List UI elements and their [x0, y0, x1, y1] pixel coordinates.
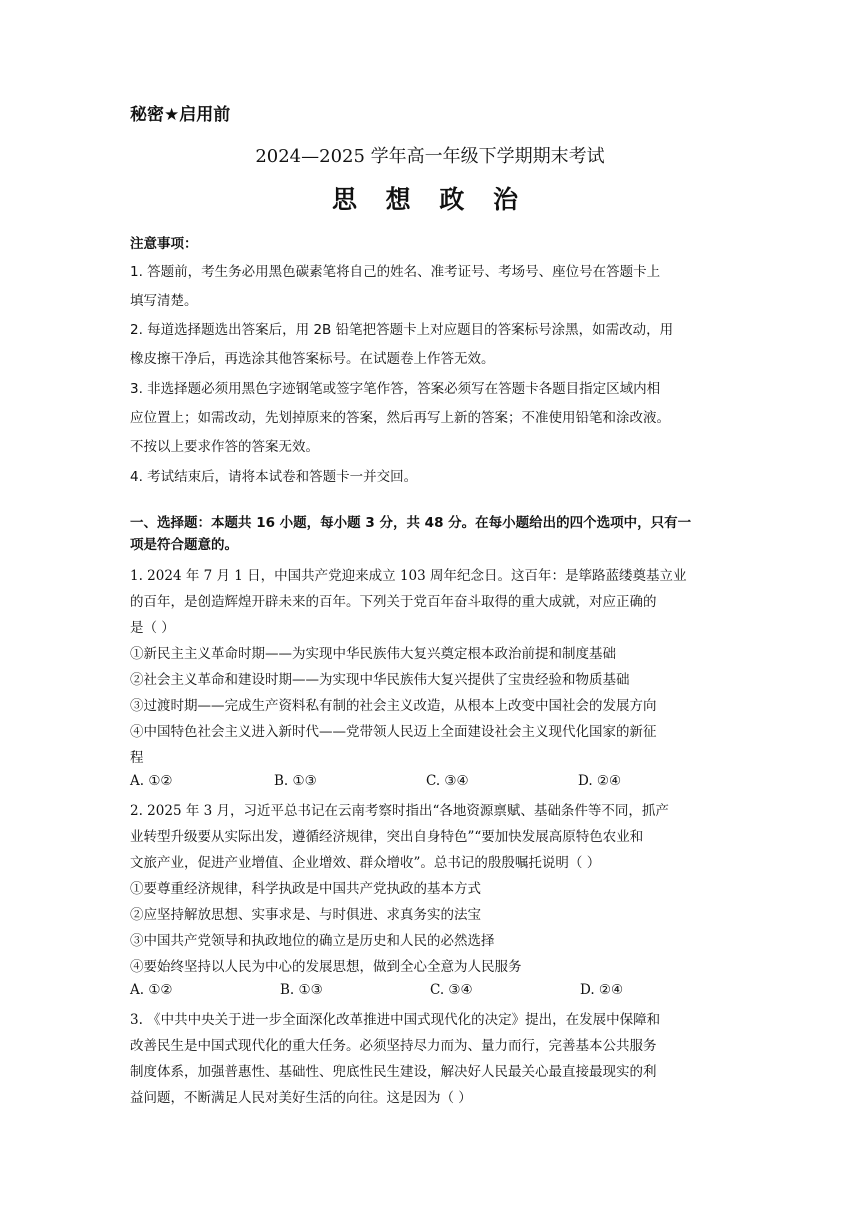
exam-title: 2024—2025 学年高一年级下学期期末考试	[255, 146, 605, 167]
question-2-statement: ①要尊重经济规律，科学执政是中国共产党执政的基本方式	[130, 881, 481, 897]
question-2-option-c: C. ③④	[430, 982, 473, 998]
confidential-label: 秘密★启用前	[130, 105, 231, 125]
question-1-line: 的百年，是创造辉煌开辟未来的百年。下列关于党百年奋斗取得的重大成就，对应正确的	[130, 594, 657, 610]
question-2-statement: ③中国共产党领导和执政地位的确立是历史和人民的必然选择	[130, 933, 495, 949]
question-1-statement: ①新民主主义革命时期——为实现中华民族伟大复兴奠定根本政治前提和制度基础	[130, 646, 616, 662]
question-3-line: 改善民生是中国式现代化的重大任务。必须坚持尽力而为、量力而行，完善基本公共服务	[130, 1038, 657, 1054]
notes-line: 橡皮擦干净后，再选涂其他答案标号。在试题卷上作答无效。	[130, 351, 495, 367]
question-2-statement: ②应坚持解放思想、实事求是、与时俱进、求真务实的法宝	[130, 907, 481, 923]
question-2-option-d: D. ②④	[580, 982, 624, 998]
notes-heading: 注意事项：	[130, 236, 198, 252]
question-2-line: 文旅产业，促进产业增值、企业增效、群众增收”。总书记的殷殷嘱托说明（ ）	[130, 855, 601, 871]
notes-line: 应位置上；如需改动，先划掉原来的答案，然后再写上新的答案；不准使用铅笔和涂改液。	[130, 410, 670, 426]
notes-line: 2. 每道选择题选出答案后，用 2B 铅笔把答题卡上对应题目的答案标号涂黑，如需改动，用	[130, 322, 674, 338]
notes-line: 3. 非选择题必须用黑色字迹钢笔或签字笔作答，答案必须写在答题卡各题目指定区域内相	[130, 381, 661, 397]
section-heading: 一、选择题：本题共 16 小题，每小题 3 分，共 48 分。在每小题给出的四个选项中，只有一	[130, 515, 692, 531]
question-1-statement: ②社会主义革命和建设时期——为实现中华民族伟大复兴提供了宝贵经验和物质基础	[130, 672, 630, 688]
question-1-option-b: B. ①③	[274, 773, 317, 789]
question-1-statement: ④中国特色社会主义进入新时代——党带领人民迈上全面建设社会主义现代化国家的新征	[130, 724, 657, 740]
question-2-option-b: B. ①③	[280, 982, 323, 998]
question-1-option-d: D. ②④	[578, 773, 622, 789]
question-3-line: 益问题，不断满足人民对美好生活的向往。这是因为（ ）	[130, 1090, 472, 1106]
notes-line: 不按以上要求作答的答案无效。	[130, 439, 319, 455]
question-2-option-a: A. ①②	[130, 982, 173, 998]
question-2-statement: ④要始终坚持以人民为中心的发展思想，做到全心全意为人民服务	[130, 959, 522, 975]
question-1-statement: ③过渡时期——完成生产资料私有制的社会主义改造，从根本上改变中国社会的发展方向	[130, 698, 657, 714]
question-2-line: 2. 2025 年 3 月，习近平总书记在云南考察时指出“各地资源禀赋、基础条件等不同，抓产	[130, 803, 669, 819]
notes-line: 4. 考试结束后，请将本试卷和答题卡一并交回。	[130, 469, 418, 485]
question-1-line: 1. 2024 年 7 月 1 日，中国共产党迎来成立 103 周年纪念日。这百年：是筚路蓝缕奠基立业	[130, 568, 687, 584]
section-heading-cont: 项是符合题意的。	[130, 537, 238, 553]
notes-line: 1. 答题前，考生务必用黑色碳素笔将自己的姓名、准考证号、考场号、座位号在答题卡上	[130, 264, 661, 280]
question-1-statement: 程	[130, 750, 144, 766]
question-1-line: 是（ ）	[130, 620, 175, 636]
question-3-line: 制度体系，加强普惠性、基础性、兜底性民生建设，解决好人民最关心最直接最现实的利	[130, 1064, 657, 1080]
subject-title: 思 想 政 治	[331, 185, 529, 214]
notes-line: 填写清楚。	[130, 293, 198, 309]
question-3-line: 3. 《中共中央关于进一步全面深化改革推进中国式现代化的决定》提出，在发展中保障和	[130, 1012, 661, 1028]
question-1-option-c: C. ③④	[426, 773, 469, 789]
question-2-line: 业转型升级要从实际出发，遵循经济规律，突出自身特色”“要加快发展高原特色农业和	[130, 829, 644, 845]
question-1-option-a: A. ①②	[130, 773, 173, 789]
